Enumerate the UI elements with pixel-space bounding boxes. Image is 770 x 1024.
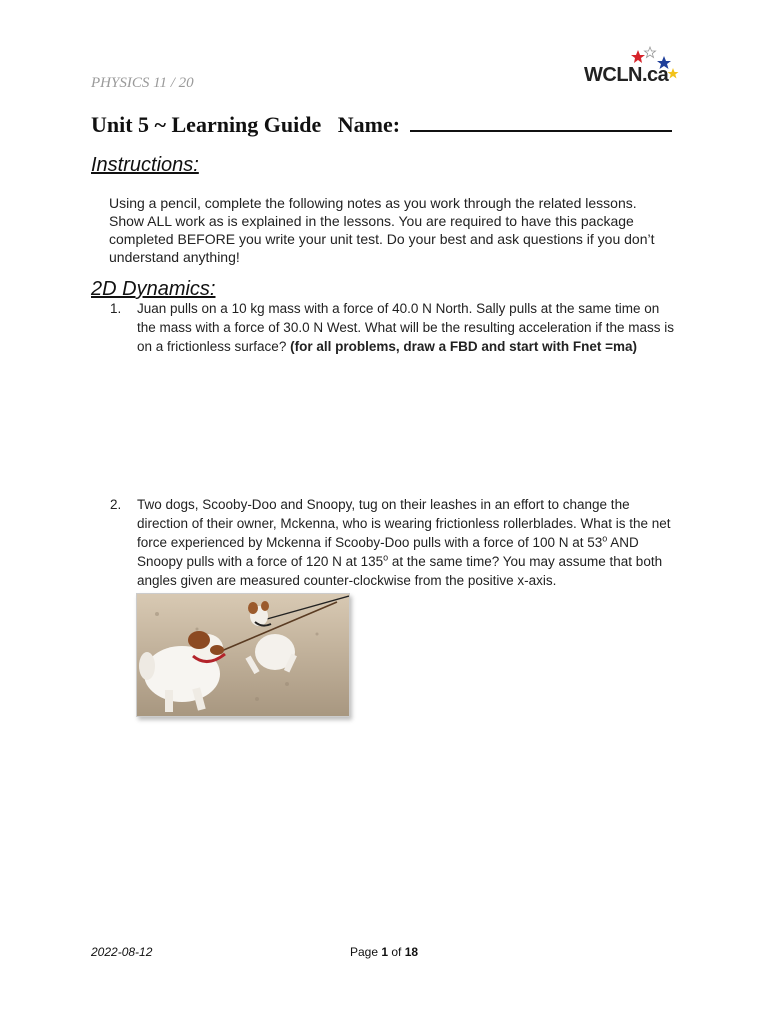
course-header: PHYSICS 11 / 20 [91,75,194,91]
page-current: 1 [381,945,389,959]
degree-symbol: o [383,552,389,563]
page-title [91,112,672,138]
problem-1 [110,299,680,356]
footer-page-number [350,945,418,959]
problem-number: 1. [110,301,122,316]
footer-date: 2022-08-12 [91,945,153,959]
instructions-text: Using a pencil, complete the following notes as you work through the related lessons. Show ALL work as is explained in the lessons. You are required to have this package completed BEFORE you write your unit test. Do your best and ask questions if you don’t understand anything! [109,195,655,265]
dogs-tug-of-war-photo [136,593,350,717]
problem-2 [110,495,680,590]
problem-2-text-a: Two dogs, Scooby-Doo and Snoopy, tug on their leashes in an effort to change the direction of their owner, Mckenna, who is wearing frictionless rollerblades. What is the net force experienced by Mckenna if Scooby-Doo pulls with a force of 100 N at 53 [137,497,671,550]
page-total: 18 [404,945,419,959]
problem-1-bold-note: (for all problems, draw a FBD and start with Fnet =ma) [290,339,638,354]
wcln-logo [580,44,680,90]
problem-text [137,495,680,590]
instructions-heading: Instructions: [91,154,199,176]
problem-2-text-b: AND Snoopy pulls with a force of 120 N at 135 [137,535,639,569]
problem-2-text-c: at the same time? You may assume that both angles given are measured counter-clockwise from the positive x-axis. [137,554,663,588]
page-prefix: Page [350,945,382,959]
logo-text: WCLN.ca [584,64,669,86]
problem-text [137,299,680,356]
page-of: of [388,945,405,959]
name-field-line [410,112,672,132]
degree-symbol: o [602,533,608,544]
problem-1-text: Juan pulls on a 10 kg mass with a force of 40.0 N North. Sally pulls at the same time on the mass with a force of 30.0 N West. What will be the resulting acceleration if the mass is on a frictionless surface? [137,301,674,354]
unit-title: Unit 5 ~ Learning Guide [91,112,322,137]
section-heading-2d-dynamics: 2D Dynamics: [91,278,216,300]
problem-number: 2. [110,497,122,512]
name-label: Name: [337,112,401,137]
